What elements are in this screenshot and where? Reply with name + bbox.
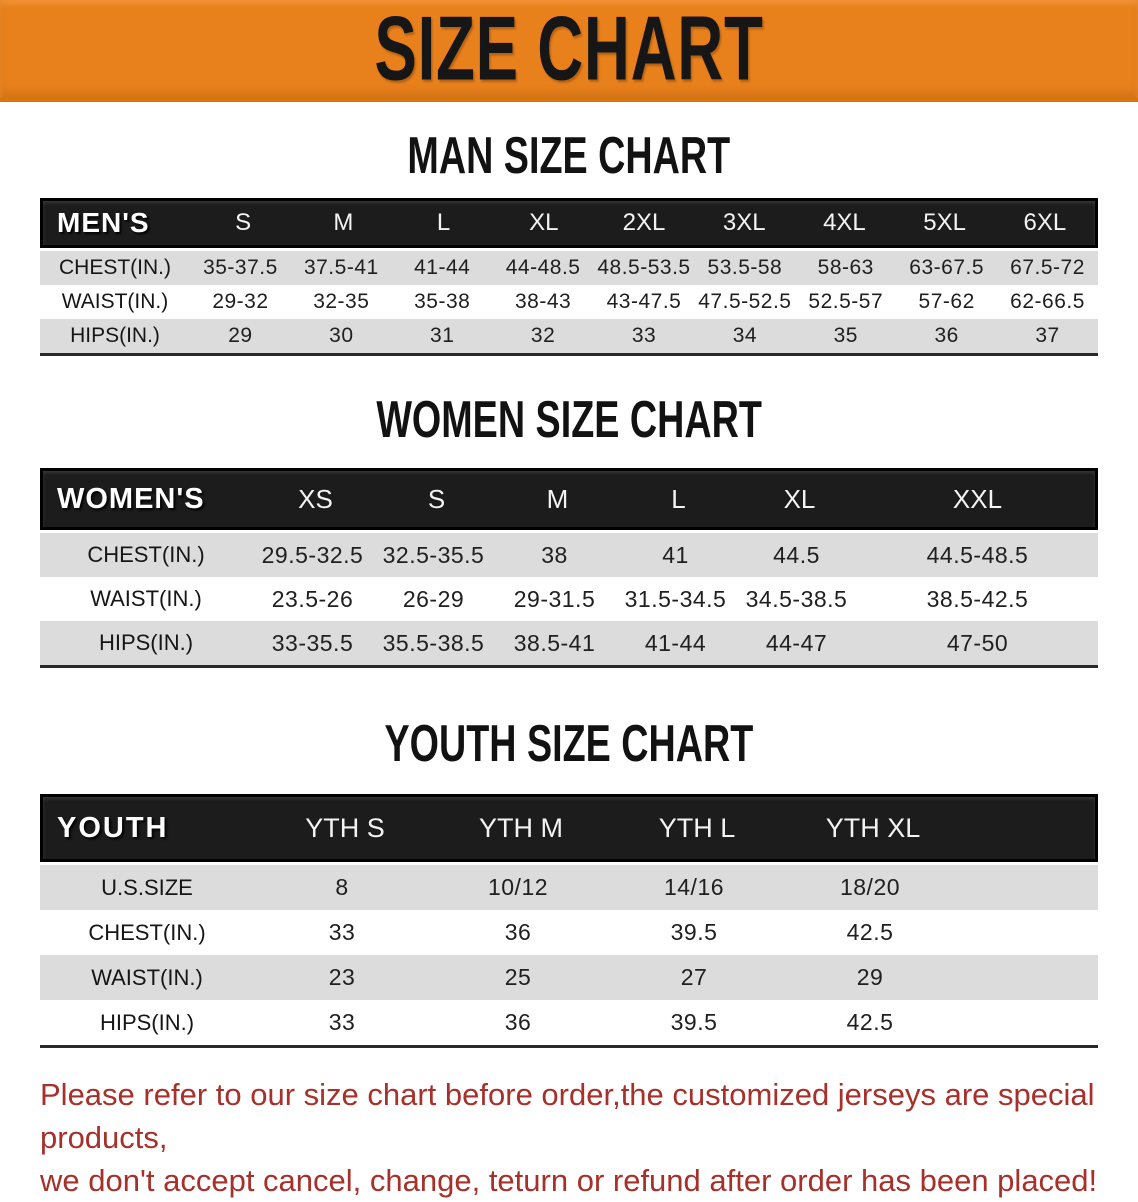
- column-header: YTH S: [305, 812, 385, 843]
- table-cell: 43-47.5: [606, 290, 682, 313]
- table-header-row: [40, 198, 1098, 248]
- table-cell: 37.5-41: [303, 256, 379, 279]
- table-cell: 67.5-72: [1010, 256, 1085, 279]
- table-cell: 57-62: [918, 290, 975, 313]
- table-row: [40, 910, 1098, 955]
- table-row: [40, 955, 1098, 1000]
- table-header-label: WOMEN'S: [57, 482, 205, 515]
- column-header: S: [235, 209, 252, 236]
- row-label: WAIST(IN.): [90, 586, 202, 611]
- column-header: S: [427, 483, 446, 514]
- size-chart-sections: [0, 125, 1138, 1048]
- table-cell: 29: [228, 324, 253, 347]
- row-label: U.S.SIZE: [101, 874, 193, 900]
- size-table: [40, 198, 1098, 356]
- table-cell: 8: [335, 874, 349, 900]
- table-cell: 36: [504, 1009, 532, 1035]
- table-row: [40, 621, 1098, 665]
- table-cell: 48.5-53.5: [597, 256, 691, 279]
- table-cell: 10/12: [487, 874, 549, 900]
- table-row: [40, 865, 1098, 910]
- table-cell: 18/20: [839, 874, 901, 900]
- table-header-row: [40, 794, 1098, 862]
- column-header: L: [436, 209, 451, 236]
- table-cell: 32.5-35.5: [382, 541, 485, 568]
- table-cell: 29.5-32.5: [261, 541, 364, 568]
- table-cell: 35: [833, 324, 858, 347]
- table-cell: 35-37.5: [203, 256, 278, 279]
- row-label: CHEST(IN.): [59, 256, 171, 279]
- table-cell: 29-32: [212, 290, 269, 313]
- table-cell: 42.5: [846, 1009, 894, 1035]
- table-cell: 37: [1035, 324, 1060, 347]
- table-cell: 44-47: [765, 629, 828, 656]
- size-table: [40, 794, 1098, 1048]
- table-cell: 39.5: [670, 1009, 718, 1035]
- table-cell: 53.5-58: [707, 256, 783, 279]
- table-cell: 33: [328, 1009, 356, 1035]
- table-cell: 41-44: [644, 629, 707, 656]
- column-header: 3XL: [722, 209, 766, 236]
- column-header: XXL: [952, 483, 1003, 514]
- column-header: YTH XL: [825, 812, 921, 843]
- table-cell: 41-44: [414, 256, 471, 279]
- table-cell: 39.5: [670, 919, 718, 945]
- table-cell: 29: [856, 964, 884, 990]
- table-header-row: [40, 468, 1098, 530]
- table-cell: 47-50: [946, 629, 1009, 656]
- table-cell: 31: [430, 324, 455, 347]
- table-cell: 63-67.5: [909, 256, 985, 279]
- column-header: M: [546, 483, 569, 514]
- table-cell: 34: [732, 324, 758, 347]
- size-chart-section-2: [0, 713, 1138, 1048]
- row-label: CHEST(IN.): [88, 919, 206, 945]
- table-cell: 29-31.5: [513, 585, 596, 612]
- table-cell: 33: [631, 324, 657, 347]
- table-cell: 33: [328, 919, 356, 945]
- banner-title: SIZE CHART: [374, 0, 764, 100]
- table-cell: 47.5-52.5: [698, 290, 792, 313]
- table-cell: 44-48.5: [505, 256, 581, 279]
- table-cell: 62-66.5: [1010, 290, 1085, 313]
- table-cell: 58-63: [817, 256, 874, 279]
- column-header: 4XL: [823, 209, 866, 236]
- table-cell: 26-29: [402, 585, 465, 612]
- table-cell: 52.5-57: [808, 290, 884, 313]
- row-label: CHEST(IN.): [87, 542, 205, 567]
- table-cell: 25: [504, 964, 532, 990]
- table-row: [40, 285, 1098, 319]
- table-row: [40, 533, 1098, 577]
- table-cell: 36: [504, 919, 532, 945]
- column-header: 5XL: [923, 209, 966, 236]
- table-row: [40, 1000, 1098, 1045]
- table-cell: 41: [662, 541, 689, 568]
- section-title: [0, 125, 1138, 185]
- row-label: HIPS(IN.): [99, 1009, 195, 1035]
- table-cell: 23.5-26: [271, 585, 354, 612]
- row-label: WAIST(IN.): [91, 964, 203, 990]
- footer-disclaimer-line2: we don't accept cancel, change, teturn or refund after order has been placed!: [40, 1162, 1098, 1198]
- table-cell: 38.5-41: [513, 629, 596, 656]
- section-title: [0, 389, 1138, 449]
- size-chart-section-1: [0, 389, 1138, 668]
- table-cell: 32-35: [313, 290, 370, 313]
- column-header: XL: [529, 209, 559, 236]
- section-title-text: MAN SIZE CHART: [407, 125, 731, 185]
- section-title-text: YOUTH SIZE CHART: [384, 713, 754, 773]
- column-header: XL: [783, 483, 816, 514]
- column-header: YTH L: [658, 812, 736, 843]
- column-header: M: [333, 209, 354, 236]
- table-cell: 38: [541, 541, 568, 568]
- table-cell: 35.5-38.5: [382, 629, 485, 656]
- table-row: [40, 319, 1098, 353]
- table-cell: 44.5: [773, 541, 820, 568]
- column-header: YTH M: [479, 812, 563, 843]
- table-cell: 14/16: [663, 874, 725, 900]
- column-header: XS: [298, 483, 333, 514]
- table-cell: 44.5-48.5: [926, 541, 1029, 568]
- table-cell: 32: [530, 324, 556, 347]
- table-cell: 34.5-38.5: [745, 585, 848, 612]
- section-title: [0, 713, 1138, 773]
- table-cell: 33-35.5: [271, 629, 354, 656]
- table-header-label: MEN'S: [57, 207, 150, 238]
- table-cell: 38-43: [514, 290, 572, 313]
- section-title-text: WOMEN SIZE CHART: [376, 389, 762, 449]
- column-header: 6XL: [1023, 209, 1067, 236]
- column-header: L: [671, 483, 686, 514]
- table-cell: 36: [934, 324, 959, 347]
- row-label: HIPS(IN.): [98, 630, 194, 655]
- table-header-label: YOUTH: [57, 811, 169, 844]
- table-cell: 27: [680, 964, 708, 990]
- row-label: WAIST(IN.): [61, 290, 169, 313]
- table-cell: 42.5: [846, 919, 894, 945]
- table-cell: 30: [329, 324, 354, 347]
- size-chart-section-0: [0, 125, 1138, 356]
- row-label: HIPS(IN.): [70, 324, 160, 347]
- table-cell: 23: [328, 964, 356, 990]
- table-cell: 38.5-42.5: [926, 585, 1029, 612]
- table-row: [40, 251, 1098, 285]
- table-cell: 35-38: [414, 290, 471, 313]
- footer-disclaimer: [40, 1074, 1138, 1202]
- size-table: [40, 468, 1098, 668]
- footer-disclaimer-line1: Please refer to our size chart before order,the customized jerseys are special products,: [40, 1077, 1095, 1155]
- table-cell: 31.5-34.5: [624, 585, 727, 612]
- size-chart-banner: [0, 0, 1138, 102]
- column-header: 2XL: [622, 209, 666, 236]
- table-row: [40, 577, 1098, 621]
